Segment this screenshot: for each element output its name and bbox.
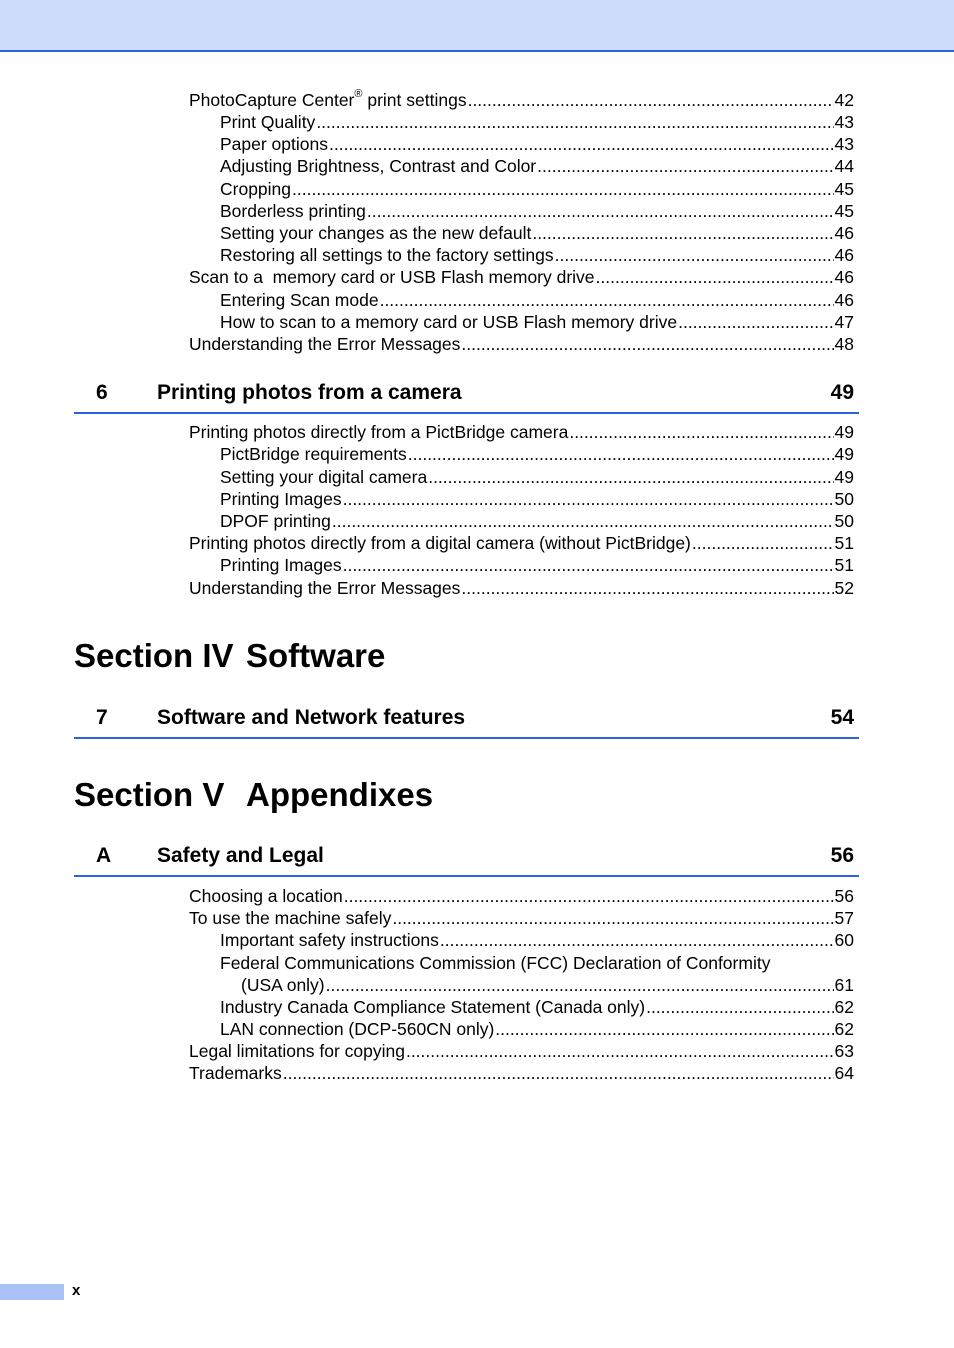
chapter-number: A [96, 844, 112, 867]
toc-dot-leader [316, 111, 833, 133]
toc-entry-page: 46 [834, 245, 854, 265]
toc-entry-title: Legal limitations for copying [189, 1041, 405, 1061]
toc-dot-leader [406, 1040, 834, 1062]
toc-entry[interactable] [220, 311, 854, 333]
toc-entry-title: Restoring all settings to the factory settings [220, 245, 554, 265]
toc-entry-page: 46 [834, 223, 854, 243]
toc-entry[interactable] [220, 244, 854, 266]
toc-dot-leader [343, 554, 834, 576]
chapter-page: 49 [830, 381, 854, 404]
section-title: Appendixes [246, 776, 434, 813]
chapter-title: Safety and Legal [157, 844, 324, 867]
toc-entry-title: Scan to a memory card or USB Flash memory drive [189, 267, 595, 287]
toc-entry[interactable] [189, 577, 854, 599]
toc-dot-leader [569, 421, 833, 443]
toc-dot-leader [428, 466, 833, 488]
toc-entry-page: 61 [834, 975, 854, 995]
chapter-number: 7 [96, 706, 108, 729]
toc-dot-leader [537, 155, 833, 177]
toc-entry-title: Federal Communications Commission (FCC) Declaration of Conformity [220, 953, 771, 973]
toc-dot-leader [555, 244, 834, 266]
section-title: Software [246, 637, 386, 674]
toc-entry-page: 43 [834, 112, 854, 132]
toc-entry[interactable] [189, 907, 854, 929]
toc-dot-leader [408, 443, 834, 465]
toc-entry-page: 57 [834, 908, 854, 928]
toc-entry[interactable] [189, 421, 854, 443]
toc-entry-title: Important safety instructions [220, 930, 439, 950]
toc-dot-leader [344, 885, 834, 907]
toc-dot-leader [461, 333, 833, 355]
page-number: x [72, 1282, 81, 1299]
toc-entry[interactable] [189, 266, 854, 288]
chapter-heading-a[interactable] [74, 841, 859, 877]
toc-entry-page: 63 [834, 1041, 854, 1061]
toc-dot-leader [329, 133, 834, 155]
toc-entry[interactable] [189, 89, 854, 111]
toc-entry-title: Printing Images [220, 555, 342, 575]
toc-entry-title: Cropping [220, 179, 292, 199]
chapter-number: 6 [96, 381, 108, 404]
toc-entry-page: 48 [834, 334, 854, 354]
toc-dot-leader [440, 929, 834, 951]
toc-entry[interactable] [220, 952, 854, 974]
section-heading-5 [74, 775, 433, 815]
toc-entry[interactable] [189, 1040, 854, 1062]
toc-dot-leader [461, 577, 833, 599]
toc-entry-title: How to scan to a memory card or USB Flash memory drive [220, 312, 678, 332]
toc-entry-title: Choosing a location [189, 886, 343, 906]
toc-entry-page: 64 [834, 1063, 854, 1083]
toc-entry-title: Print Quality [220, 112, 316, 132]
toc-entry-page: 46 [834, 290, 854, 310]
toc-entry-title: (USA only) [241, 975, 325, 995]
toc-dot-leader [646, 996, 833, 1018]
toc-dot-leader [326, 974, 834, 996]
toc-dot-leader [283, 1062, 834, 1084]
toc-entry[interactable] [220, 155, 854, 177]
toc-entry-page: 62 [834, 1019, 854, 1039]
toc-entry-page: 42 [834, 90, 854, 110]
toc-entry[interactable] [220, 200, 854, 222]
toc-entry-page: 50 [834, 489, 854, 509]
toc-entry-continuation[interactable] [241, 974, 854, 996]
toc-entry-title: Paper options [220, 134, 328, 154]
toc-entry-title: Trademarks [189, 1063, 282, 1083]
toc-entry-page: 44 [834, 156, 854, 176]
chapter-title: Software and Network features [157, 706, 466, 729]
toc-dot-leader [495, 1018, 833, 1040]
toc-entry[interactable] [220, 289, 854, 311]
toc-entry[interactable] [220, 466, 854, 488]
chapter-page: 56 [830, 844, 854, 867]
toc-entry[interactable] [220, 178, 854, 200]
toc-entry-page: 49 [834, 422, 854, 442]
chapter-heading-6[interactable] [74, 378, 859, 414]
toc-entry-page: 51 [834, 555, 854, 575]
toc-dot-leader [380, 289, 834, 311]
toc-entry[interactable] [220, 111, 854, 133]
toc-entry-page: 45 [834, 179, 854, 199]
toc-entry-page: 56 [834, 886, 854, 906]
toc-entry-title: LAN connection (DCP-560CN only) [220, 1019, 495, 1039]
toc-entry[interactable] [220, 929, 854, 951]
toc-entry-title: Setting your digital camera [220, 467, 428, 487]
registered-mark: ® [354, 88, 363, 101]
toc-entry-page: 49 [834, 467, 854, 487]
chapter-page: 54 [830, 706, 854, 729]
toc-entry-title: Understanding the Error Messages [189, 334, 461, 354]
toc-entry-page: 60 [834, 930, 854, 950]
toc-entry-page: 52 [834, 578, 854, 598]
toc-entry[interactable] [220, 222, 854, 244]
toc-dot-leader [392, 907, 833, 929]
toc-entry-title: Industry Canada Compliance Statement (Canada only) [220, 997, 646, 1017]
toc-entry-title: To use the machine safely [189, 908, 392, 928]
toc-entry-title: PhotoCapture Center® print settings [189, 88, 467, 110]
toc-entry-title: Adjusting Brightness, Contrast and Color [220, 156, 537, 176]
toc-entry-title: PictBridge requirements [220, 444, 407, 464]
section-label: Section IV [74, 637, 234, 674]
toc-dot-leader [367, 200, 834, 222]
toc-entry-page: 49 [834, 444, 854, 464]
toc-entry-title: Printing photos directly from a PictBridge camera [189, 422, 569, 442]
toc-entry-page: 46 [834, 267, 854, 287]
toc-entry[interactable] [189, 1062, 854, 1084]
toc-entry[interactable] [189, 333, 854, 355]
toc-entry[interactable] [189, 885, 854, 907]
section-heading-4 [74, 636, 385, 676]
toc-dot-leader [692, 532, 834, 554]
toc-dot-leader [343, 488, 834, 510]
toc-entry-page: 45 [834, 201, 854, 221]
toc-entry[interactable] [220, 488, 854, 510]
toc-entry-title: Entering Scan mode [220, 290, 379, 310]
toc-entry[interactable] [220, 510, 854, 532]
toc-entry-title: DPOF printing [220, 511, 331, 531]
toc-dot-leader [332, 510, 834, 532]
toc-entry-title: Setting your changes as the new default [220, 223, 532, 243]
footer-tab [0, 1284, 64, 1300]
toc-dot-leader [678, 311, 833, 333]
toc-dot-leader [596, 266, 834, 288]
toc-dot-leader [532, 222, 833, 244]
toc-entry-page: 50 [834, 511, 854, 531]
toc-entry-title: Borderless printing [220, 201, 366, 221]
toc-entry[interactable] [220, 996, 854, 1018]
section-label: Section V [74, 776, 225, 813]
toc-entry[interactable] [220, 1018, 854, 1040]
toc-entry[interactable] [220, 554, 854, 576]
toc-entry-title: Printing photos directly from a digital camera (without PictBridge) [189, 533, 691, 553]
toc-entry[interactable] [220, 443, 854, 465]
chapter-heading-7[interactable] [74, 703, 859, 739]
toc-entry-page: 62 [834, 997, 854, 1017]
header-band [0, 0, 954, 52]
toc-entry[interactable] [189, 532, 854, 554]
toc-entry-title: Printing Images [220, 489, 342, 509]
toc-dot-leader [468, 89, 834, 111]
toc-entry-title: Understanding the Error Messages [189, 578, 461, 598]
toc-dot-leader [292, 178, 834, 200]
toc-entry-page: 51 [834, 533, 854, 553]
toc-entry[interactable] [220, 133, 854, 155]
toc-entry-page: 47 [834, 312, 854, 332]
chapter-title: Printing photos from a camera [157, 381, 462, 404]
toc-entry-page: 43 [834, 134, 854, 154]
